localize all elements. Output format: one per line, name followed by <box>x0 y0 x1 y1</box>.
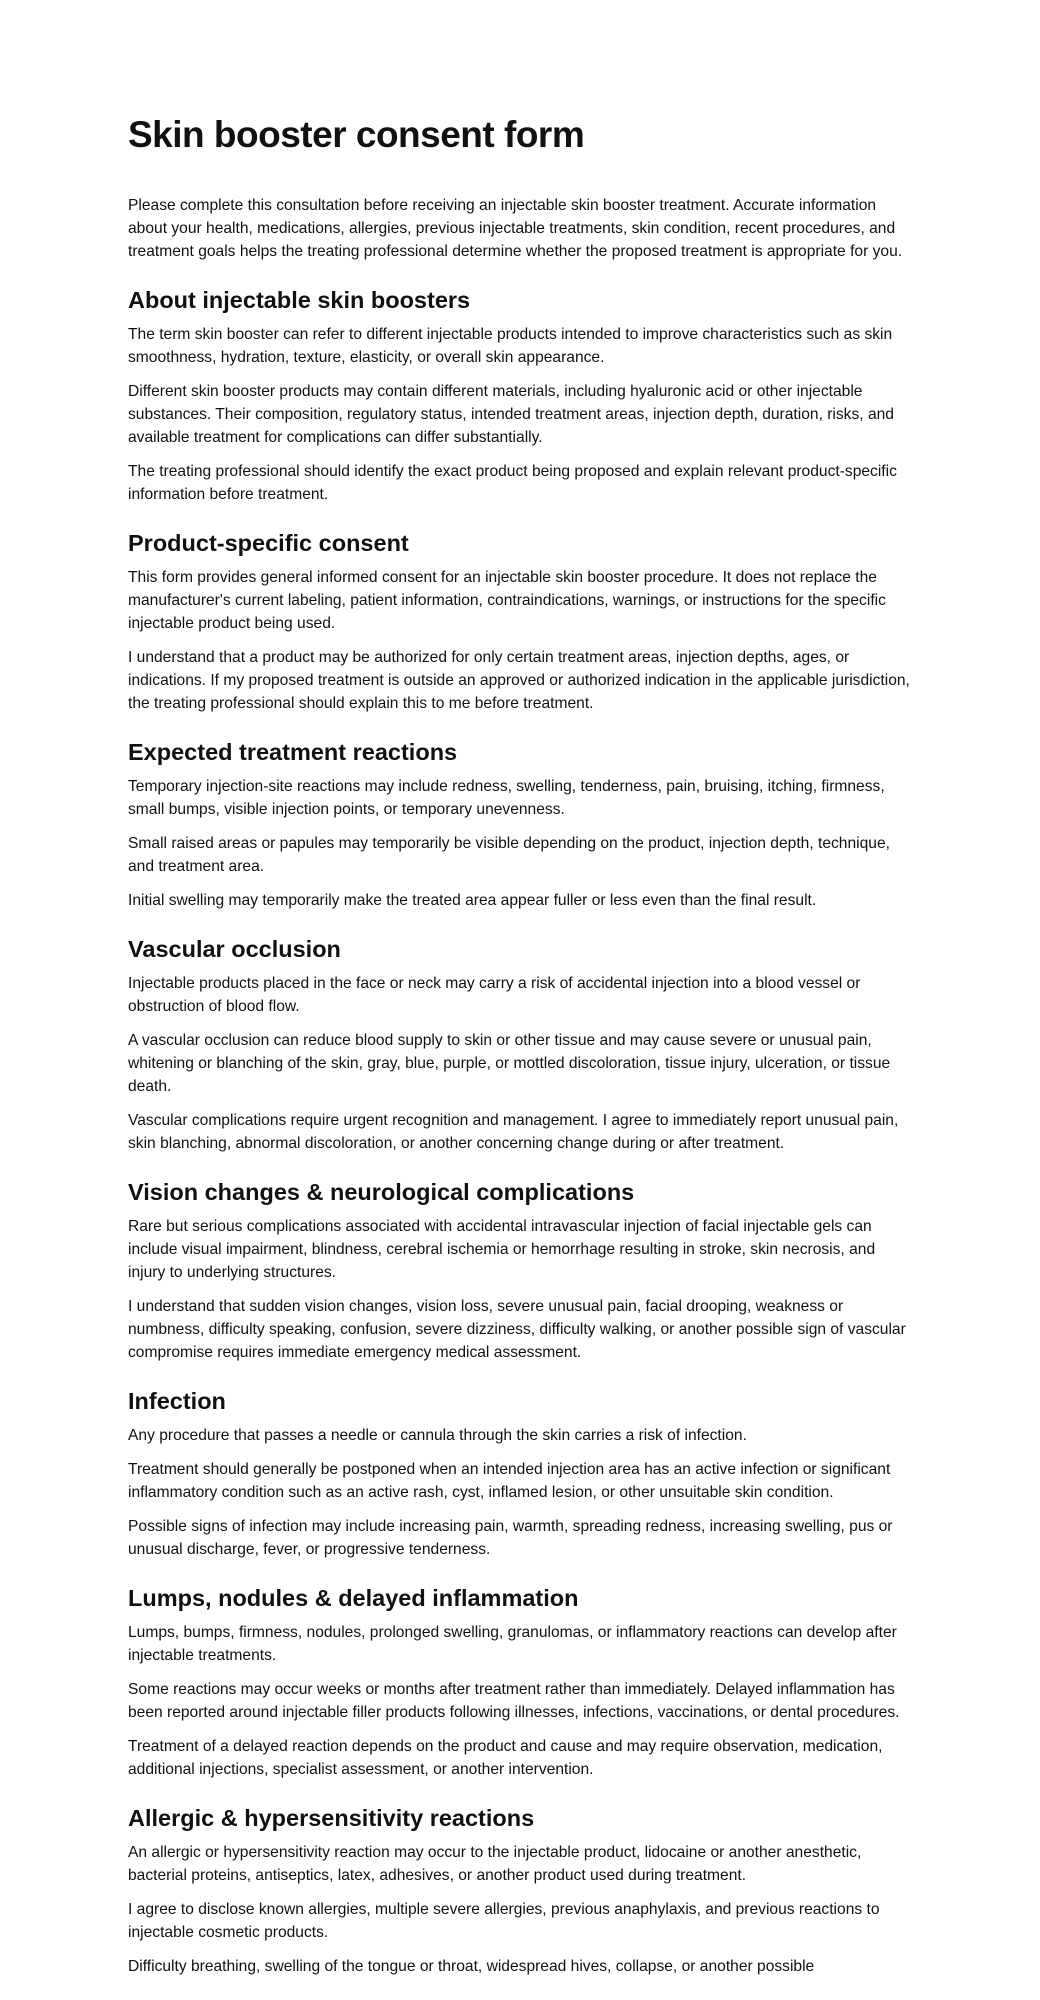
section-paragraph: This form provides general informed consent for an injectable skin booster procedure. It does not replace the manufacturer's current labeling, patient information, contraindications, warnings, or instructions for the specific injectable product being used. <box>128 569 886 632</box>
section-infection <box>128 1386 912 1561</box>
page-title: Skin booster consent form <box>128 114 585 155</box>
section-paragraph: I understand that sudden vision changes, vision loss, severe unusual pain, facial drooping, weakness or numbness, difficulty speaking, confusion, severe dizziness, difficulty walking, or another possible sign of vascular compromise requires immediate emergency medical assessment. <box>128 1298 906 1361</box>
section-allergic-and-hypersensitivity-reactions <box>128 1803 912 1978</box>
section-paragraph: Injectable products placed in the face or neck may carry a risk of accidental injection into a blood vessel or obstruction of blood flow. <box>128 975 861 1015</box>
section-heading: Vision changes & neurological complications <box>128 1179 635 1205</box>
section-paragraph: Difficulty breathing, swelling of the tongue or throat, widespread hives, collapse, or another possible <box>128 1958 815 1975</box>
section-heading: Lumps, nodules & delayed inflammation <box>128 1585 579 1611</box>
section-heading: About injectable skin boosters <box>128 287 471 313</box>
section-paragraph: Initial swelling may temporarily make the treated area appear fuller or less even than the final result. <box>128 892 817 909</box>
section-lumps-nodules-and-delayed-inflammation <box>128 1583 912 1781</box>
section-paragraph: I understand that a product may be authorized for only certain treatment areas, injection depths, ages, or indications. If my proposed treatment is outside an approved or authorized indication in the applicable jurisdiction, the treating professional should explain this to me before treatment. <box>128 649 910 712</box>
section-heading: Product-specific consent <box>128 530 409 556</box>
section-paragraph: An allergic or hypersensitivity reaction may occur to the injectable product, lidocaine or another anesthetic, bacterial proteins, antiseptics, latex, adhesives, or another product used during treatment. <box>128 1844 862 1884</box>
section-paragraph: Rare but serious complications associated with accidental intravascular injection of facial injectable gels can include visual impairment, blindness, cerebral ischemia or hemorrhage resulting in stroke, skin necrosis, and injury to underlying structures. <box>128 1218 876 1281</box>
section-paragraph: Treatment should generally be postponed when an intended injection area has an active infection or significant inflammatory condition such as an active rash, cyst, inflamed lesion, or other unsuitable skin condition. <box>128 1461 891 1501</box>
section-vascular-occlusion <box>128 934 912 1155</box>
section-heading: Expected treatment reactions <box>128 739 458 765</box>
section-paragraph: Vascular complications require urgent recognition and management. I agree to immediately report unusual pain, skin blanching, abnormal discoloration, or another concerning change during or after treatment. <box>128 1112 899 1152</box>
section-paragraph: Temporary injection-site reactions may include redness, swelling, tenderness, pain, bruising, itching, firmness, small bumps, visible injection points, or temporary unevenness. <box>128 778 885 818</box>
section-expected-treatment-reactions <box>128 737 912 912</box>
section-paragraph: Lumps, bumps, firmness, nodules, prolonged swelling, granulomas, or inflammatory reactions can develop after injectable treatments. <box>128 1624 897 1664</box>
section-heading: Infection <box>128 1388 226 1414</box>
section-vision-changes-and-neurological-complications <box>128 1177 912 1364</box>
section-paragraph: Some reactions may occur weeks or months after treatment rather than immediately. Delayed inflammation has been reported around injectable filler products following illnesses, infections, vaccinations, or dental procedures. <box>128 1681 900 1721</box>
section-paragraph: Possible signs of infection may include increasing pain, warmth, spreading redness, increasing swelling, pus or unusual discharge, fever, or progressive tenderness. <box>128 1518 893 1558</box>
section-paragraph: The treating professional should identify the exact product being proposed and explain relevant product-specific information before treatment. <box>128 463 897 503</box>
section-about-injectable-skin-boosters <box>128 285 912 506</box>
section-paragraph: I agree to disclose known allergies, multiple severe allergies, previous anaphylaxis, and previous reactions to injectable cosmetic products. <box>128 1901 880 1941</box>
section-paragraph: A vascular occlusion can reduce blood supply to skin or other tissue and may cause severe or unusual pain, whitening or blanching of the skin, gray, blue, purple, or mottled discoloration, tissue injury, ulceration, or tissue death. <box>128 1032 891 1095</box>
section-heading: Vascular occlusion <box>128 936 341 962</box>
section-paragraph: Treatment of a delayed reaction depends on the product and cause and may require observation, medication, additional injections, specialist assessment, or another intervention. <box>128 1738 883 1778</box>
section-product-specific-consent <box>128 528 912 715</box>
section-paragraph: Small raised areas or papules may temporarily be visible depending on the product, injection depth, technique, and treatment area. <box>128 835 890 875</box>
section-paragraph: Any procedure that passes a needle or cannula through the skin carries a risk of infection. <box>128 1427 747 1444</box>
form-content <box>128 108 912 2000</box>
section-heading: Allergic & hypersensitivity reactions <box>128 1805 535 1831</box>
section-paragraph: The term skin booster can refer to different injectable products intended to improve characteristics such as skin smoothness, hydration, texture, elasticity, or overall skin appearance. <box>128 326 893 366</box>
section-paragraph: Different skin booster products may contain different materials, including hyaluronic acid or other injectable substances. Their composition, regulatory status, intended treatment areas, injection depth, duration, risks, and available treatment for complications can differ substantially. <box>128 383 894 446</box>
sections-container <box>128 285 912 1978</box>
intro-paragraph: Please complete this consultation before receiving an injectable skin booster treatment. Accurate information about your health, medications, allergies, previous injectable treatments, skin condition, recent procedures, and treatment goals helps the treating professional determine whether the proposed treatment is appropriate for you. <box>128 197 903 260</box>
